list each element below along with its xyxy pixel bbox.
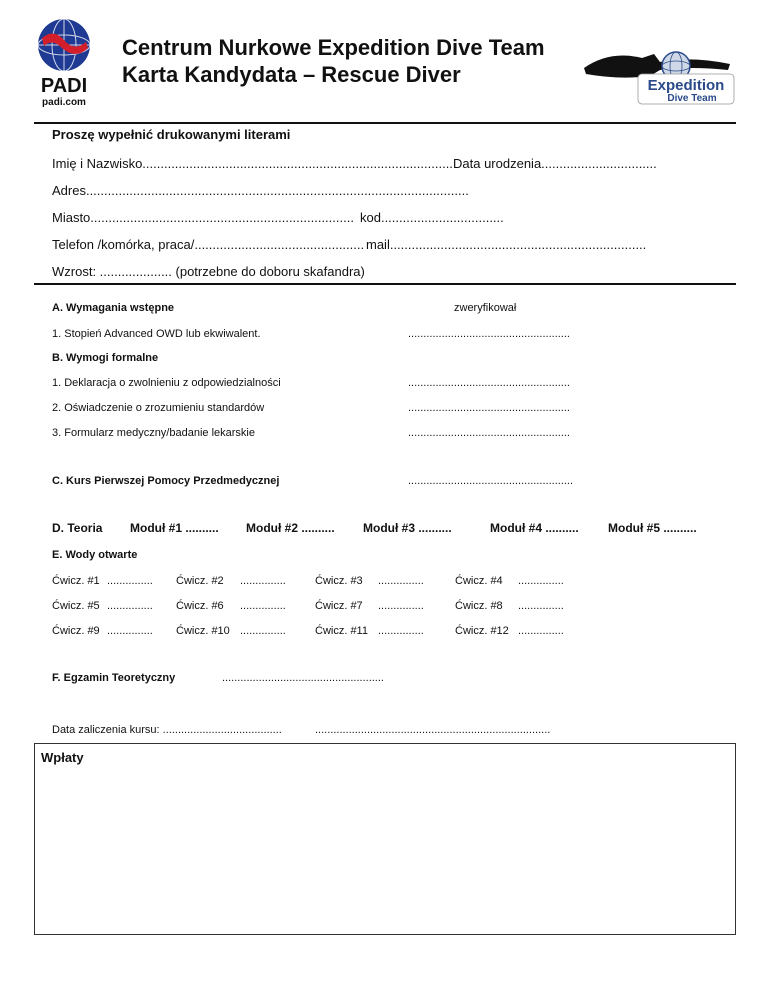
section-f-signature[interactable]: ..................................................... — [222, 672, 384, 684]
exercise-3-signature[interactable]: ............... — [378, 575, 424, 587]
svg-text:PADI: PADI — [40, 75, 88, 97]
name-field[interactable]: Imię i Nazwisko...................................................................................... — [52, 156, 453, 171]
section-f-title: F. Egzamin Teoretyczny — [52, 672, 176, 684]
svg-text:padi.com: padi.com — [42, 97, 86, 108]
personal-divider — [34, 283, 736, 285]
postal-code-field[interactable]: kod.................................. — [360, 210, 504, 225]
exercise-5-signature[interactable]: ............... — [107, 600, 153, 612]
completion-signature[interactable]: ............................................................................. — [315, 724, 551, 736]
theory-module-3[interactable]: Moduł #3 .......... — [363, 521, 452, 535]
section-b-item-1-signature[interactable]: ..................................................... — [408, 377, 570, 389]
exercise-4-signature[interactable]: ............... — [518, 575, 564, 587]
exercise-8-signature[interactable]: ............... — [518, 600, 564, 612]
exercise-11-label: Ćwicz. #11 — [315, 625, 368, 637]
email-field[interactable]: mail....................................................................... — [366, 237, 647, 252]
section-b-item-2-signature[interactable]: ..................................................... — [408, 402, 570, 414]
section-b-item-3: 3. Formularz medyczny/badanie lekarskie — [52, 427, 255, 439]
exercise-3-label: Ćwicz. #3 — [315, 575, 363, 587]
header-divider — [34, 122, 736, 124]
section-c-signature[interactable]: ...................................................... — [408, 475, 574, 487]
expedition-dive-team-logo — [580, 40, 740, 106]
exercise-6-label: Ćwicz. #6 — [176, 600, 224, 612]
svg-text:Dive Team: Dive Team — [667, 93, 717, 104]
section-b-title: B. Wymogi formalne — [52, 352, 159, 364]
theory-module-4[interactable]: Moduł #4 .......... — [490, 521, 579, 535]
form-title-line1: Centrum Nurkowe Expedition Dive Team — [122, 35, 545, 60]
payments-box[interactable] — [34, 743, 736, 935]
theory-module-2[interactable]: Moduł #2 .......... — [246, 521, 335, 535]
padi-logo — [30, 16, 98, 108]
instruction-text: Proszę wypełnić drukowanymi literami — [52, 127, 291, 142]
section-a-title: A. Wymagania wstępne — [52, 302, 175, 314]
address-field[interactable]: Adres.......................................................................................................... — [52, 183, 469, 198]
phone-field[interactable]: Telefon /komórka, praca/............................................... — [52, 237, 365, 252]
exercise-6-signature[interactable]: ............... — [240, 600, 286, 612]
section-b-item-3-signature[interactable]: ..................................................... — [408, 427, 570, 439]
height-field[interactable]: Wzrost: .................... (potrzebne do doboru skafandra) — [52, 264, 365, 279]
section-c-title: C. Kurs Pierwszej Pomocy Przedmedycznej — [52, 475, 280, 487]
verified-by-header: zweryfikował — [454, 302, 517, 314]
form-title-line2: Karta Kandydata – Rescue Diver — [122, 62, 461, 87]
theory-module-1[interactable]: Moduł #1 .......... — [130, 521, 219, 535]
exercise-5-label: Ćwicz. #5 — [52, 600, 100, 612]
section-a-item-1-signature[interactable]: ..................................................... — [408, 328, 570, 340]
exercise-9-label: Ćwicz. #9 — [52, 625, 100, 637]
exercise-2-label: Ćwicz. #2 — [176, 575, 224, 587]
exercise-4-label: Ćwicz. #4 — [455, 575, 503, 587]
city-field[interactable]: Miasto......................................................................... — [52, 210, 354, 225]
section-b-item-1: 1. Deklaracja o zwolnieniu z odpowiedzialności — [52, 377, 281, 389]
svg-text:Expedition: Expedition — [647, 77, 725, 94]
section-d-title: D. Teoria — [52, 521, 103, 535]
completion-date-field[interactable]: Data zaliczenia kursu: ....................................... — [52, 724, 282, 736]
exercise-7-label: Ćwicz. #7 — [315, 600, 363, 612]
exercise-9-signature[interactable]: ............... — [107, 625, 153, 637]
section-e-title: E. Wody otwarte — [52, 549, 138, 561]
exercise-2-signature[interactable]: ............... — [240, 575, 286, 587]
section-b-item-2: 2. Oświadczenie o zrozumieniu standardów — [52, 402, 265, 414]
exercise-1-label: Ćwicz. #1 — [52, 575, 100, 587]
exercise-10-signature[interactable]: ............... — [240, 625, 286, 637]
exercise-7-signature[interactable]: ............... — [378, 600, 424, 612]
exercise-1-signature[interactable]: ............... — [107, 575, 153, 587]
theory-module-5[interactable]: Moduł #5 .......... — [608, 521, 697, 535]
exercise-12-label: Ćwicz. #12 — [455, 625, 509, 637]
birth-date-field[interactable]: Data urodzenia................................ — [453, 156, 657, 171]
exercise-12-signature[interactable]: ............... — [518, 625, 564, 637]
exercise-11-signature[interactable]: ............... — [378, 625, 424, 637]
payments-title: Wpłaty — [41, 750, 84, 765]
exercise-8-label: Ćwicz. #8 — [455, 600, 503, 612]
exercise-10-label: Ćwicz. #10 — [176, 625, 230, 637]
section-a-item-1: 1. Stopień Advanced OWD lub ekwiwalent. — [52, 328, 261, 340]
